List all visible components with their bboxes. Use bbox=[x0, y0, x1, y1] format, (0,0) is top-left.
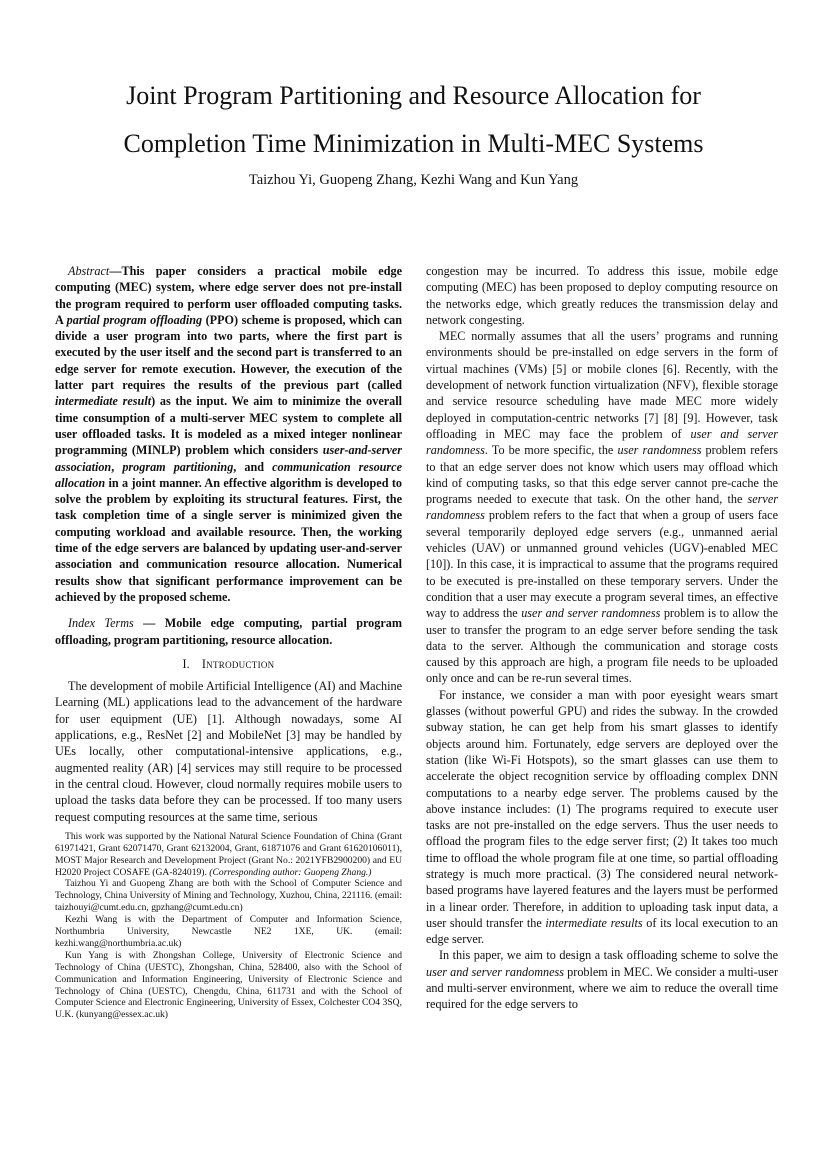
paragraph-segment: of its local execution to an edge server. bbox=[426, 915, 778, 947]
author-list: Taizhou Yi, Guopeng Zhang, Kezhi Wang and Kun Yang bbox=[248, 172, 579, 188]
abstract-segment: This paper considers a practical mobile edge computing (MEC) system, where edge server does not pre-install the program required to perform user offloaded computing tasks. A bbox=[55, 264, 402, 327]
section-heading-introduction bbox=[55, 656, 402, 672]
paragraph-segment: problem refers to the fact that when a group of users face several temporarily deployed edge servers (e.g., unmanned aerial vehicles (UAV) or unmanned ground vehicles (UGV)-enabled MEC [10]). In this case, it is impractical to assume that the programs required to be executed is pre-installed on these temporary servers. Under the condition that a user may execute a program several times, an effective way to address the bbox=[426, 508, 778, 621]
footnote-funding bbox=[55, 831, 402, 879]
paragraph-segment: . To be more specific, the bbox=[484, 443, 618, 458]
paragraph-segment: problem refers to that an edge server does not know which users may offload which kind of computing tasks, so that this edge server cannot pre-cache the programs needed to execute that task. On the other hand, the bbox=[426, 443, 778, 507]
abstract-emphasis: intermediate result bbox=[55, 394, 152, 409]
title-line-1: Joint Program Partitioning and Resource Allocation for bbox=[126, 81, 701, 110]
footnote-affiliation-3: Kun Yang is with Zhongshan College, University of Electronic Science and Technology of China (UESTC), Zhongshan, China, 528400, also with the School of Communication and Information Engineering, University of Electronic Science and Technology of China (UESTC), Chengdu, China, 611731 and with the School of Computer Science and Electronic Engineering, University of Essex, Colchester CO4 3SQ, U.K. (kunyang@essex.ac.uk) bbox=[55, 949, 402, 1021]
paragraph-emphasis: user and server randomness bbox=[521, 606, 661, 621]
footnote-affiliation-1: Taizhou Yi and Guopeng Zhang are both with the School of Computer Science and Technology, China University of Mining and Technology, Xuzhou, China, 221116. (email: taizhouyi@cumt.edu.cn, gpzhang@cumt.edu.cn) bbox=[55, 878, 402, 914]
paragraph-segment: MEC normally assumes that all the users’ programs and running environments should be pre-installed on edge servers in the form of virtual machines (VMs) [5] or mobile clones [6]. Recently, with the development of network function virtualization (NFV), flexible storage and service resource scheduling have made MEC more widely deployed in computation-centric networks [7] [8] [9]. However, task offloading in MEC may face the problem of bbox=[426, 329, 778, 441]
section-title: Introduction bbox=[201, 656, 275, 671]
paragraph-emphasis: user randomness bbox=[617, 443, 702, 458]
intro-paragraph-1: The development of mobile Artificial Intelligence (AI) and Machine Learning (ML) applications lead to the advancement of the hardware for user equipment (UE) [1]. Although nowadays, some AI applications, e.g., ResNet [2] and MobileNet [3] may be handled by UEs locally, other computational-intensive applications, e.g., augmented reality (AR) [4] services may still require to be processed in the central cloud. However, cloud normally requires mobile users to upload the tasks data before they can be processed. If too many users request computing resources at the same time, serious bbox=[55, 679, 402, 824]
intro-paragraph-2 bbox=[426, 328, 778, 687]
abstract-emphasis: communication resource allocation bbox=[55, 459, 402, 490]
footnote-text: This work was supported by the National Natural Science Foundation of China (Grant 61971421, Grant 62071470, Grant 62132004, Grant, 61871076 and Grant 61620106011), MOST Major Research and Development Project (Grant No.: 2021YFB2900200) and EU H2020 Project COSAFE (GA-824019). bbox=[55, 830, 402, 878]
right-column bbox=[426, 263, 778, 1013]
paragraph-segment: In this paper, we aim to design a task offloading scheme to solve the bbox=[439, 948, 778, 963]
index-terms-label: Index Terms bbox=[68, 616, 134, 631]
abstract-emphasis: program partitioning bbox=[122, 459, 234, 474]
paragraph-emphasis: user and server randomness bbox=[426, 426, 778, 458]
intro-paragraph-4 bbox=[426, 947, 778, 1012]
abstract-segment: (PPO) scheme is proposed, which can divide a user program into two parts, where the first part is executed by the user itself and the second part is transferred to an edge server for remote execution. However, the execution of the latter part requires the results of the previous part (called bbox=[55, 312, 402, 393]
intro-paragraph-1-continued: congestion may be incurred. To address this issue, mobile edge computing (MEC) has been proposed to deploy computing resource on the networks edge, which greatly reduces the transmission delay and network congesting. bbox=[426, 264, 778, 327]
footnote-affiliation-2: Kezhi Wang is with the Department of Computer and Information Science, Northumbria University, Newcastle NE2 1XE, UK. (email: kezhi.wang@northumbria.ac.uk) bbox=[55, 914, 402, 949]
footnotes bbox=[55, 831, 402, 1022]
abstract bbox=[55, 263, 402, 648]
left-column bbox=[55, 263, 402, 1021]
paragraph-emphasis: intermediate results bbox=[545, 915, 643, 930]
index-terms-text: — Mobile edge computing, partial program offloading, program partitioning, resource allocation. bbox=[55, 616, 403, 647]
index-terms bbox=[55, 615, 402, 648]
abstract-emphasis: user-and-server association bbox=[55, 443, 402, 474]
paragraph-segment: problem is to allow the user to transfer the program to an edge server before sending the task data to the server. Although the communication and storage costs caused by this approach are high, a program file needs to be uploaded only once and can be re-run several times. bbox=[426, 606, 778, 686]
paragraph-segment: For instance, we consider a man with poor eyesight wears smart glasses (without powerful GPU) and rides the subway. In the crowded subway station, he can get help from his smart glasses to identify objects around him. Fortunately, edge servers are deployed over the station (like Wi-Fi Hotspots), so the smart glasses can use them to accelerate the object recognition service by offloading complex DNN computations to a nearby edge server. The problems caused by the above instance includes: (1) The programs required to execute user tasks are not pre-installed on the edge servers. Thus the user needs to offload the program files to the edge server first; (2) It takes too much time to offload the whole program file at one time, so partial offloading strategy is much more practical. (3) The considered neural network-based programs have layered features and the layers must be performed in a linear order. Therefore, in addition to uploading task input data, a user should transfer the bbox=[426, 687, 778, 930]
corresponding-author-note: (Corresponding author: Guopeng Zhang.) bbox=[209, 866, 372, 878]
abstract-segment: , and bbox=[233, 459, 273, 474]
abstract-emphasis: partial program offloading bbox=[66, 312, 203, 327]
abstract-dash: — bbox=[109, 264, 122, 278]
paragraph-emphasis: user and server randomness bbox=[426, 964, 565, 979]
paper-title bbox=[40, 72, 787, 168]
paragraph-emphasis: server randomness bbox=[426, 492, 778, 523]
abstract-text bbox=[55, 263, 402, 605]
title-line-2: Completion Time Minimization in Multi-MEC Systems bbox=[123, 129, 704, 158]
intro-paragraph-3 bbox=[426, 687, 778, 948]
paragraph-segment: problem in MEC. We consider a multi-user and multi-server environment, where we aim to reduce the overall time required for the edge servers to bbox=[426, 964, 778, 1012]
abstract-segment: in a joint manner. An effective algorithm is developed to solve the problem by exploiting its structural features. First, the task completion time of a single server is minimized given the computing workload and available resource. Then, the working time of the edge servers are balanced by updating user-and-server association and communication resource allocation. Numerical results show that significant performance improvement can be achieved by the proposed scheme. bbox=[55, 475, 402, 604]
section-number: I. bbox=[182, 656, 190, 671]
abstract-segment: ) as the input. We aim to minimize the overall time consumption of a multi-server MEC system to complete all user offloaded tasks. It is modeled as a mixed integer nonlinear programming (MINLP) problem which considers bbox=[55, 394, 402, 458]
abstract-label: Abstract bbox=[68, 264, 110, 278]
abstract-segment: , bbox=[111, 459, 123, 474]
